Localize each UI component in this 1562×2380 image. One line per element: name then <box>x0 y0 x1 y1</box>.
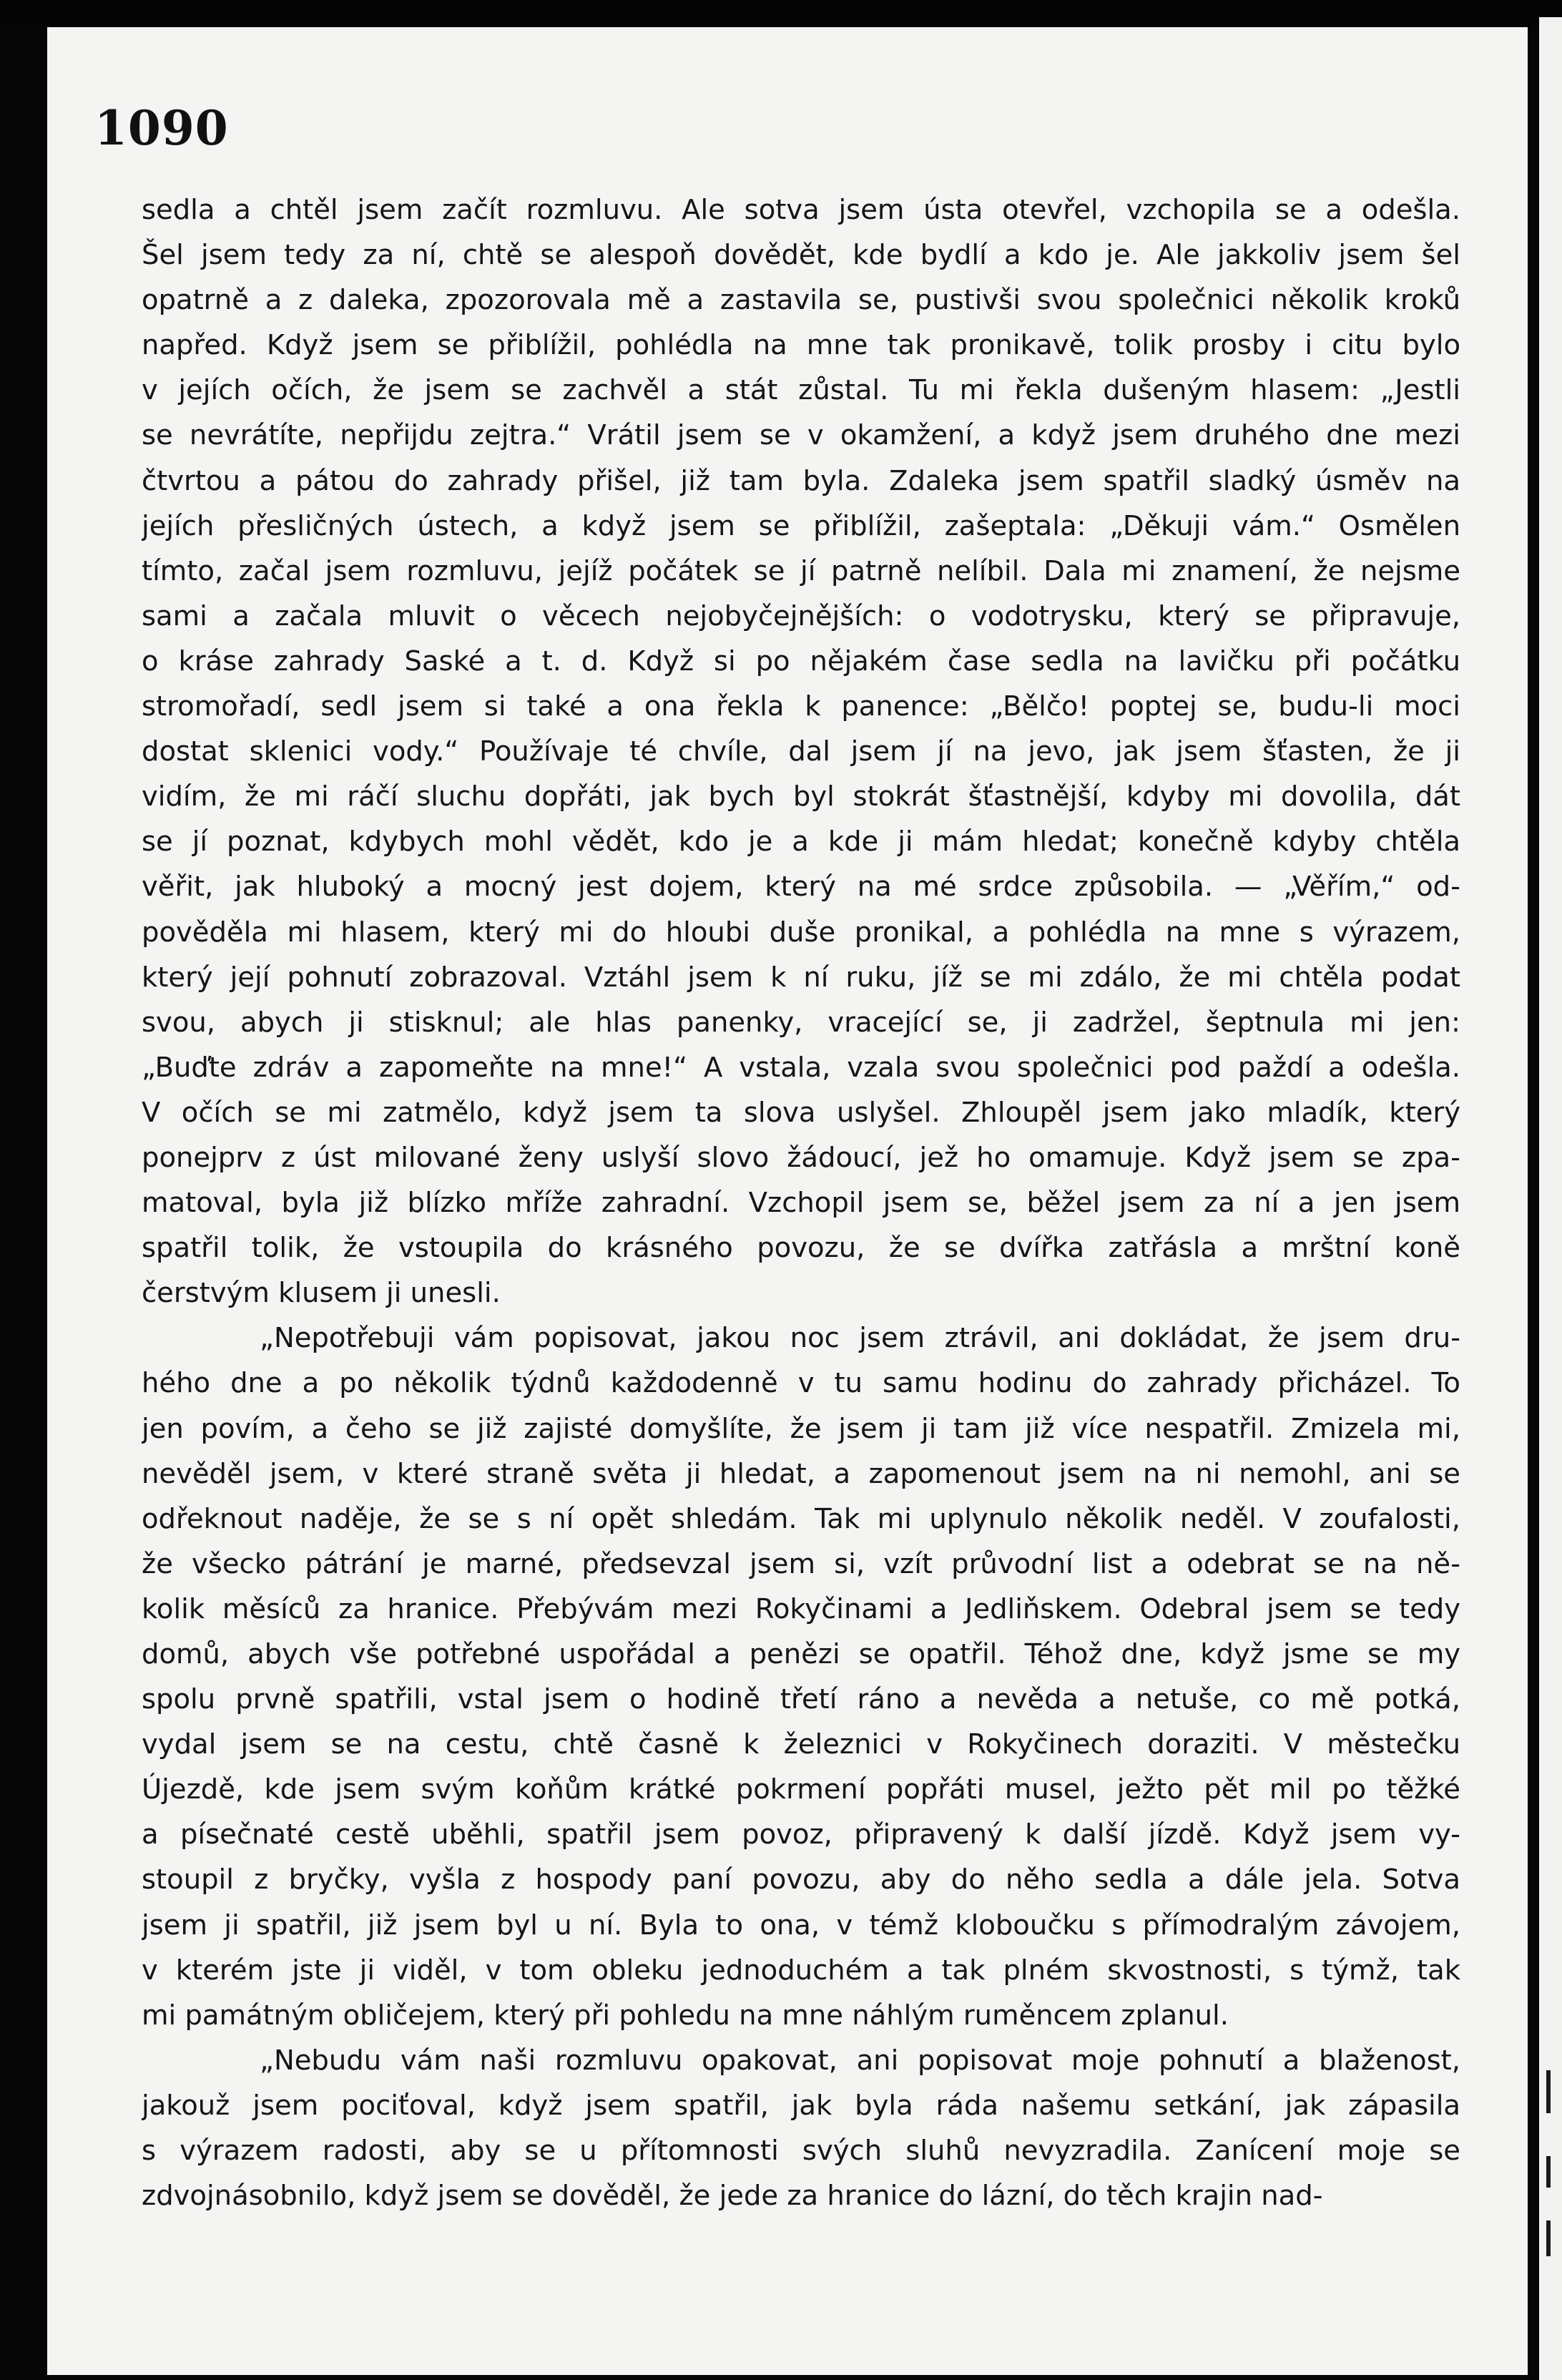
text-line: tímto, začal jsem rozmluvu, jejíž počátek se jí patrně nelíbil. Dala mi znamení, že nejsme <box>142 554 1460 587</box>
text-line: Újezdě, kde jsem svým koňům krátké pokrmení popřáti musel, ježto pět mil po těžké <box>142 1773 1460 1806</box>
text-line: stoupil z bryčky, vyšla z hospody paní povozu, aby do něho sedla a dále jela. Sotva <box>142 1864 1460 1896</box>
paragraph <box>142 187 1460 1316</box>
text-line: vidím, že mi ráčí sluchu dopřáti, jak bych byl stokrát šťastnější, kdyby mi dovolila, dát <box>142 780 1460 813</box>
adjacent-page-mark <box>1546 2220 1551 2256</box>
paragraph <box>142 2038 1460 2218</box>
paragraph <box>142 1316 1460 2038</box>
text-line: věřit, jak hluboký a mocný jest dojem, který na mé srdce způsobila. — „Věřím,“ od- <box>142 871 1460 903</box>
text-line: zdvojnásobnilo, když jsem se dověděl, že jede za hranice do lázní, do těch krajin nad- <box>142 2180 1323 2213</box>
text-line: o kráse zahrady Saské a t. d. Když si po nějakém čase sedla na lavičku při počátku <box>142 645 1460 677</box>
text-line: stromořadí, sedl jsem si také a ona řekla k panence: „Bělčo! poptej se, budu-li moci <box>142 690 1460 723</box>
text-line: „Nepotřebuji vám popisovat, jakou noc jsem ztrávil, ani dokládat, že jsem dru- <box>260 1322 1460 1355</box>
scan-top-edge <box>0 0 1562 27</box>
text-line: dostat sklenici vody.“ Používaje té chvíle, dal jsem jí na jevo, jak jsem šťasten, že ji <box>142 735 1460 768</box>
text-line: spolu prvně spatřili, vstal jsem o hodině třetí ráno a nevěda a netuše, co mě potká, <box>142 1683 1460 1716</box>
text-line: pověděla mi hlasem, který mi do hloubi duše pronikal, a pohlédla na mne s výrazem, <box>142 916 1460 949</box>
body-text <box>142 187 1460 2218</box>
text-line: Šel jsem tedy za ní, chtě se alespoň dovědět, kde bydlí a kdo je. Ale jakkoliv jsem šel <box>142 239 1460 272</box>
text-line: s výrazem radosti, aby se u přítomnosti svých sluhů nevyzradila. Zanícení moje se <box>142 2135 1460 2168</box>
text-line: čerstvým klusem ji unesli. <box>142 1277 501 1310</box>
text-line: spatřil tolik, že vstoupila do krásného povozu, že se dvířka zatřásla a mrštní koně <box>142 1232 1460 1265</box>
text-line: v jejích očích, že jsem se zachvěl a stát zůstal. Tu mi řekla dušeným hlasem: „Jestli <box>142 374 1460 407</box>
adjacent-page-mark <box>1546 2070 1551 2113</box>
text-line: jsem ji spatřil, již jsem byl u ní. Byla to ona, v témž kloboučku s přímodralým závojem, <box>142 1909 1460 1941</box>
text-line: odřeknout naděje, že se s ní opět shledám. Tak mi uplynulo několik neděl. V zoufalosti, <box>142 1502 1460 1535</box>
text-line: a písečnaté cestě uběhli, spatřil jsem povoz, připravený k další jízdě. Když jsem vy- <box>142 1818 1460 1851</box>
text-line: matoval, byla již blízko mříže zahradní. Vzchopil jsem se, běžel jsem za ní a jen jsem <box>142 1187 1460 1220</box>
text-line: čtvrtou a pátou do zahrady přišel, již tam byla. Zdaleka jsem spatřil sladký úsměv na <box>142 464 1460 497</box>
adjacent-page-mark <box>1546 2156 1551 2188</box>
text-line: se nevrátíte, nepřijdu zejtra.“ Vrátil jsem se v okamžení, a když jsem druhého dne mezi <box>142 419 1460 452</box>
text-line: který její pohnutí zobrazoval. Vztáhl jsem k ní ruku, jíž se mi zdálo, že mi chtěla podat <box>142 961 1460 994</box>
text-line: napřed. Když jsem se přiblížil, pohlédla na mne tak pronikavě, tolik prosby i citu bylo <box>142 329 1460 362</box>
text-line: sami a začala mluvit o věcech nejobyčejnějších: o vodotrysku, který se připravuje, <box>142 599 1460 632</box>
text-line: V očích se mi zatmělo, když jsem ta slova uslyšel. Zhloupěl jsem jako mladík, který <box>142 1096 1460 1129</box>
text-line: ponejprv z úst milované ženy uslyší slovo žádoucí, jež ho omamuje. Když jsem se zpa- <box>142 1141 1460 1174</box>
text-line: hého dne a po několik týdnů každodenně v tu samu hodinu do zahrady přicházel. To <box>142 1367 1460 1400</box>
text-line: v kterém jste ji viděl, v tom obleku jednoduchém a tak plném skvostnosti, s týmž, tak <box>142 1954 1460 1987</box>
text-line: že všecko pátrání je marné, předsevzal jsem si, vzít průvodní list a odebrat se na ně- <box>142 1547 1460 1580</box>
text-line: „Buďte zdráv a zapomeňte na mne!“ A vstala, vzala svou společnici pod paždí a odešla. <box>142 1051 1460 1084</box>
text-line: nevěděl jsem, v které straně světa ji hledat, a zapomenout jsem na ni nemohl, ani se <box>142 1457 1460 1490</box>
text-line: „Nebudu vám naši rozmluvu opakovat, ani popisovat moje pohnutí a blaženost, <box>260 2044 1460 2077</box>
text-line: jen povím, a čeho se již zajisté domyšlíte, že jsem ji tam již více nespatřil. Zmizela mi, <box>142 1412 1460 1445</box>
text-line: vydal jsem se na cestu, chtě časně k železnici v Rokyčinech doraziti. V městečku <box>142 1728 1460 1761</box>
text-line: sedla a chtěl jsem začít rozmluvu. Ale sotva jsem ústa otevřel, vzchopila se a odešla. <box>142 194 1460 226</box>
text-line: domů, abych vše potřebné uspořádal a penězi se opatřil. Téhož dne, když jsme se my <box>142 1638 1460 1670</box>
text-line: mi památným obličejem, který při pohledu na mne náhlým ruměncem zplanul. <box>142 1999 1229 2032</box>
text-line: jejích přesličných ústech, a když jsem se přiblížil, zašeptala: „Děkuji vám.“ Osmělen <box>142 509 1460 542</box>
adjacent-page-edge <box>1539 17 1562 2380</box>
page-number: 1090 <box>94 100 229 156</box>
text-line: opatrně a z daleka, zpozorovala mě a zastavila se, pustivši svou společnici několik kroků <box>142 284 1460 317</box>
text-line: kolik měsíců za hranice. Přebývám mezi Rokyčinami a Jedliňskem. Odebral jsem se tedy <box>142 1592 1460 1625</box>
text-line: se jí poznat, kdybych mohl vědět, kdo je a kde ji mám hledat; konečně kdyby chtěla <box>142 826 1460 858</box>
text-line: jakouž jsem pociťoval, když jsem spatřil, jak byla ráda našemu setkání, jak zápasila <box>142 2089 1460 2122</box>
text-line: svou, abych ji stisknul; ale hlas panenky, vracející se, ji zadržel, šeptnula mi jen: <box>142 1006 1460 1039</box>
